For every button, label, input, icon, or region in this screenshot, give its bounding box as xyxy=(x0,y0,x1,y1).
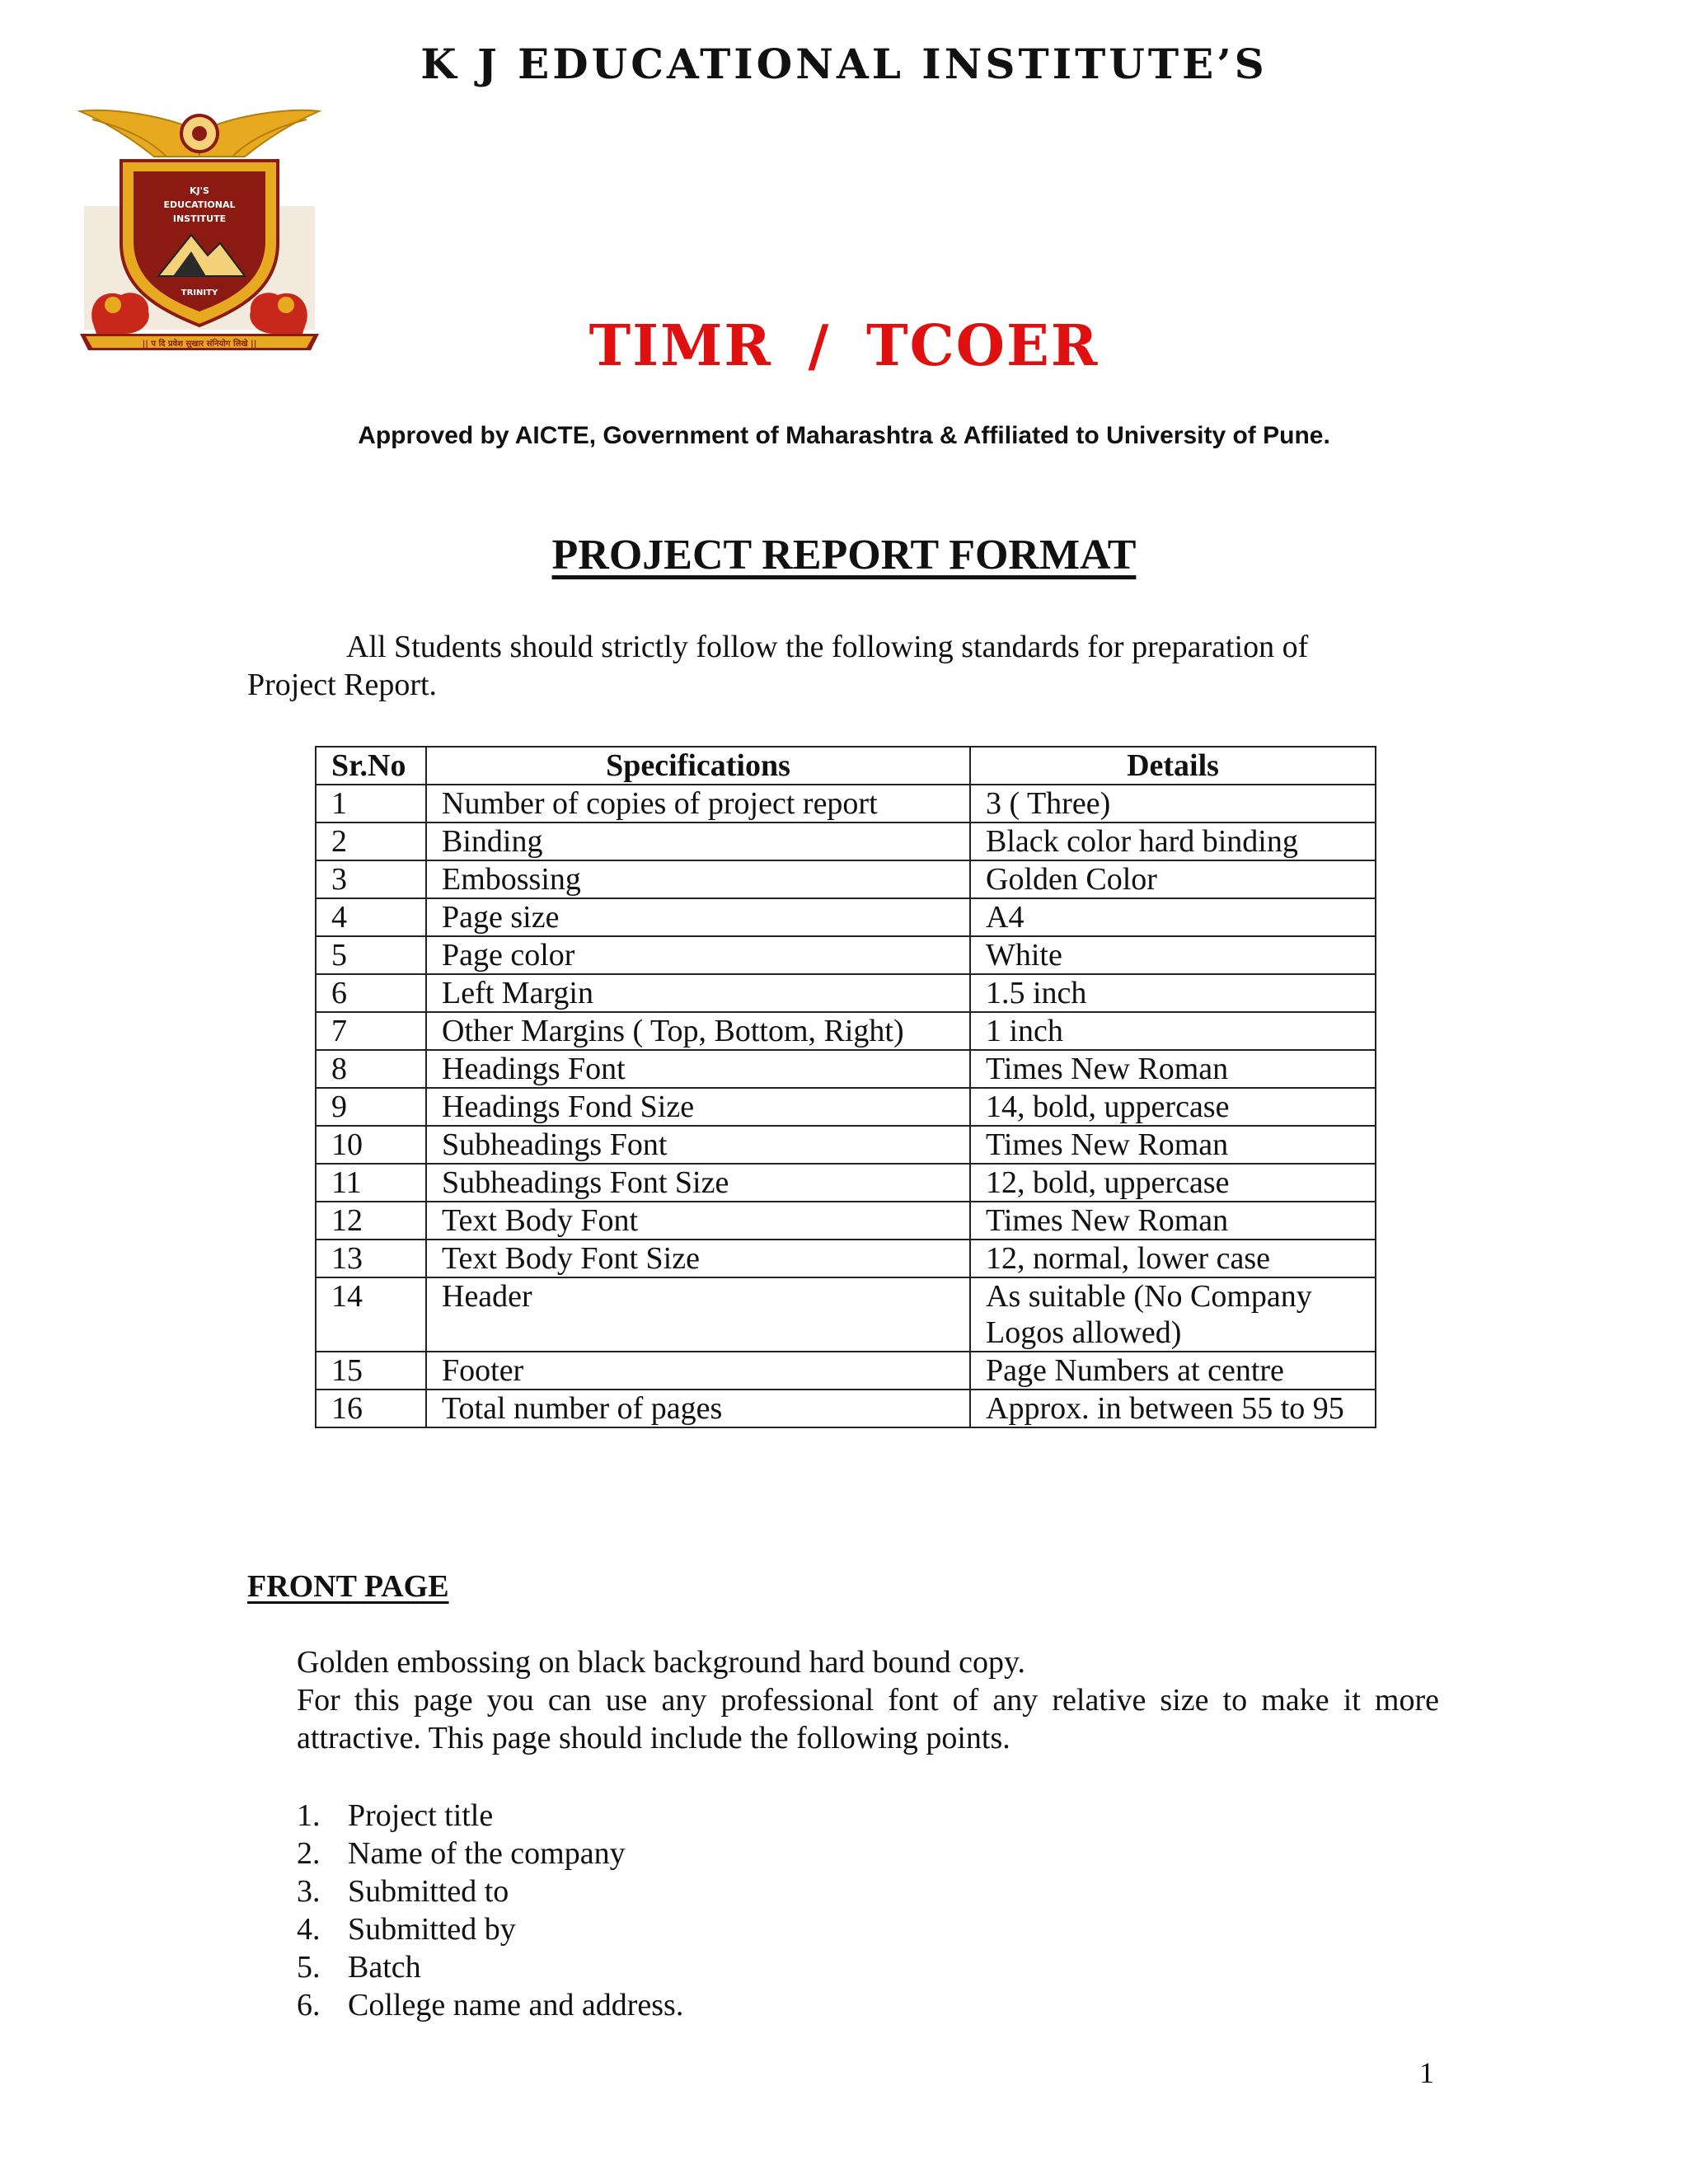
list-item xyxy=(297,1986,683,2024)
logo-line4: TRINITY xyxy=(181,288,218,298)
cell-srno: 6 xyxy=(316,974,426,1012)
table-row xyxy=(316,1050,1376,1088)
cell-srno: 1 xyxy=(316,785,426,823)
cell-specification: Page size xyxy=(426,898,970,936)
table-row xyxy=(316,974,1376,1012)
cell-srno: 15 xyxy=(316,1352,426,1390)
cell-details: 12, normal, lower case xyxy=(970,1240,1376,1277)
front-page-description xyxy=(297,1643,1439,1757)
table-row xyxy=(316,1240,1376,1277)
cell-details: Black color hard binding xyxy=(970,823,1376,860)
list-item-number: 1. xyxy=(297,1798,321,1833)
cell-specification: Subheadings Font Size xyxy=(426,1164,970,1202)
cell-srno: 12 xyxy=(316,1202,426,1240)
list-item xyxy=(297,1948,683,1986)
table-row xyxy=(316,936,1376,974)
cell-details: Golden Color xyxy=(970,860,1376,898)
header-specifications: Specifications xyxy=(426,747,970,785)
cell-srno: 10 xyxy=(316,1126,426,1164)
front-page-heading: FRONT PAGE xyxy=(247,1569,449,1604)
cell-specification: Text Body Font Size xyxy=(426,1240,970,1277)
cell-specification: Left Margin xyxy=(426,974,970,1012)
list-item-text: College name and address. xyxy=(348,1988,684,2022)
list-item-number: 4. xyxy=(297,1912,321,1947)
cell-details: A4 xyxy=(970,898,1376,936)
logo-motto: || प दि प्रवेश सुखार संनियोग लिखे || xyxy=(142,340,257,349)
list-item-text: Submitted to xyxy=(348,1874,509,1909)
table-row xyxy=(316,898,1376,936)
list-item-text: Submitted by xyxy=(348,1912,516,1947)
cell-srno: 13 xyxy=(316,1240,426,1277)
table-row xyxy=(316,860,1376,898)
list-item-text: Batch xyxy=(348,1950,421,1985)
cell-specification: Headings Font xyxy=(426,1050,970,1088)
cell-details: White xyxy=(970,936,1376,974)
cell-details: 1.5 inch xyxy=(970,974,1376,1012)
cell-srno: 5 xyxy=(316,936,426,974)
table-row xyxy=(316,1390,1376,1427)
cell-specification: Subheadings Font xyxy=(426,1126,970,1164)
institute-name: K J EDUCATIONAL INSTITUTE’S xyxy=(420,40,1268,88)
table-row xyxy=(316,1202,1376,1240)
logo-line2: EDUCATIONAL xyxy=(163,199,236,210)
list-item xyxy=(297,1910,683,1948)
front-page-points xyxy=(297,1797,683,2024)
cell-srno: 9 xyxy=(316,1088,426,1126)
list-item-number: 2. xyxy=(297,1836,321,1871)
cell-details: 1 inch xyxy=(970,1012,1376,1050)
cell-srno: 4 xyxy=(316,898,426,936)
cell-specification: Text Body Font xyxy=(426,1202,970,1240)
list-item-number: 6. xyxy=(297,1988,321,2022)
cell-specification: Number of copies of project report xyxy=(426,785,970,823)
list-item-number: 3. xyxy=(297,1874,321,1909)
cell-specification: Binding xyxy=(426,823,970,860)
cell-details: 12, bold, uppercase xyxy=(970,1164,1376,1202)
college-names: TIMR / TCOER xyxy=(588,313,1100,379)
cell-details: Times New Roman xyxy=(970,1202,1376,1240)
list-item-number: 5. xyxy=(297,1950,321,1985)
cell-srno: 2 xyxy=(316,823,426,860)
table-row xyxy=(316,1164,1376,1202)
approval-line: Approved by AICTE, Government of Maharashtra & Affiliated to University of Pune. xyxy=(358,422,1330,449)
cell-specification: Total number of pages xyxy=(426,1390,970,1427)
cell-details: Times New Roman xyxy=(970,1050,1376,1088)
list-item xyxy=(297,1872,683,1910)
table-row xyxy=(316,1352,1376,1390)
cell-details: 14, bold, uppercase xyxy=(970,1088,1376,1126)
cell-srno: 7 xyxy=(316,1012,426,1050)
cell-specification: Other Margins ( Top, Bottom, Right) xyxy=(426,1012,970,1050)
table-row xyxy=(316,1088,1376,1126)
front-page-line1: Golden embossing on black background hard bound copy. xyxy=(297,1645,1026,1680)
table-row xyxy=(316,1012,1376,1050)
intro-paragraph: All Students should strictly follow the following standards for preparation of Project Report. xyxy=(247,630,1309,702)
list-item-text: Project title xyxy=(348,1798,494,1833)
table-header-row xyxy=(316,747,1376,785)
logo-line3: INSTITUTE xyxy=(172,213,227,224)
table-row xyxy=(316,785,1376,823)
header-srno: Sr.No xyxy=(316,747,426,785)
cell-specification: Footer xyxy=(426,1352,970,1390)
page-title: PROJECT REPORT FORMAT xyxy=(551,532,1137,579)
cell-specification: Header xyxy=(426,1277,970,1352)
cell-specification: Embossing xyxy=(426,860,970,898)
specification-table xyxy=(315,746,1376,1428)
front-page-line2: For this page you can use any professional font of any relative size to make it more attractive. This page should include the following points. xyxy=(297,1683,1439,1755)
cell-details: Times New Roman xyxy=(970,1126,1376,1164)
table-row xyxy=(316,823,1376,860)
cell-srno: 14 xyxy=(316,1277,426,1352)
table-row xyxy=(316,1126,1376,1164)
table-row xyxy=(316,1277,1376,1352)
cell-srno: 3 xyxy=(316,860,426,898)
cell-specification: Page color xyxy=(426,936,970,974)
logo-line1: KJ'S xyxy=(190,185,209,196)
cell-details: Approx. in between 55 to 95 xyxy=(970,1390,1376,1427)
list-item xyxy=(297,1797,683,1835)
list-item-text: Name of the company xyxy=(348,1836,626,1871)
header-details: Details xyxy=(970,747,1376,785)
cell-srno: 8 xyxy=(316,1050,426,1088)
list-item xyxy=(297,1835,683,1872)
cell-details: 3 ( Three) xyxy=(970,785,1376,823)
cell-srno: 16 xyxy=(316,1390,426,1427)
cell-details: As suitable (No Company Logos allowed) xyxy=(970,1277,1376,1352)
cell-srno: 11 xyxy=(316,1164,426,1202)
cell-specification: Headings Fond Size xyxy=(426,1088,970,1126)
cell-details: Page Numbers at centre xyxy=(970,1352,1376,1390)
page-number: 1 xyxy=(1419,2056,1434,2089)
